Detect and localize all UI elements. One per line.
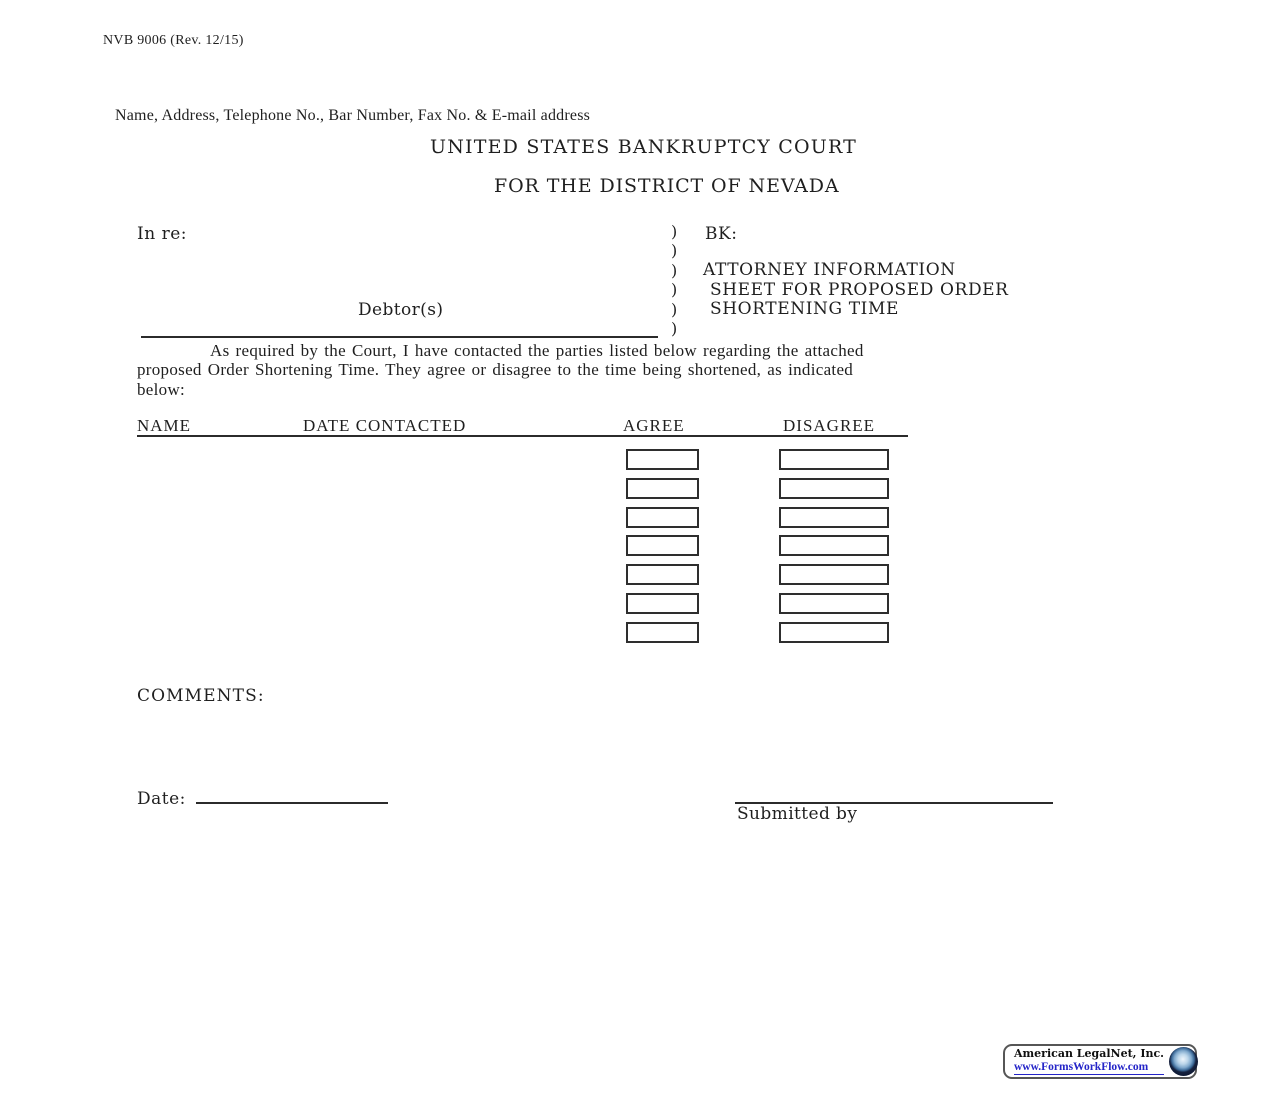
bk-case-number-label: BK:	[705, 224, 738, 244]
caption-paren: )	[671, 280, 678, 300]
disagree-checkbox[interactable]	[779, 478, 889, 499]
caption-paren: )	[671, 260, 678, 280]
caption-paren: )	[671, 299, 678, 319]
attorney-info-label: Name, Address, Telephone No., Bar Number, Fax No. & E-mail address	[115, 107, 591, 124]
legalnet-badge-text	[1014, 1048, 1164, 1074]
case-title-block	[703, 261, 1009, 320]
party-row	[626, 535, 889, 556]
district-title: FOR THE DISTRICT OF NEVADA	[494, 175, 840, 197]
caption-paren-column	[671, 222, 677, 338]
instruction-line: below:	[137, 379, 186, 399]
instruction-line: proposed Order Shortening Time. They agree or disagree to the time being shortened, as indicated	[137, 360, 854, 380]
legalnet-company-name: American LegalNet, Inc.	[1014, 1047, 1164, 1061]
legalnet-badge	[1003, 1044, 1197, 1079]
party-row	[626, 593, 889, 614]
in-re-label: In re:	[137, 224, 187, 244]
disagree-checkbox[interactable]	[779, 593, 889, 614]
column-header-date-contacted: DATE CONTACTED	[303, 416, 467, 435]
disagree-checkbox[interactable]	[779, 449, 889, 470]
agree-checkbox[interactable]	[626, 593, 699, 614]
disagree-checkbox[interactable]	[779, 564, 889, 585]
instruction-paragraph	[137, 341, 1137, 399]
case-title-line: ATTORNEY INFORMATION	[703, 260, 956, 280]
date-label: Date:	[137, 789, 186, 809]
parties-table-header	[137, 416, 908, 437]
party-row	[626, 449, 889, 470]
column-header-disagree: DISAGREE	[783, 416, 876, 435]
formsworkflow-link[interactable]: www.FormsWorkFlow.com	[1014, 1061, 1164, 1075]
submitted-by-label: Submitted by	[737, 804, 858, 824]
party-row	[626, 622, 889, 643]
debtor-name-field[interactable]	[141, 322, 658, 338]
column-header-agree: AGREE	[623, 416, 685, 435]
caption-paren: )	[671, 318, 678, 338]
form-number: NVB 9006 (Rev. 12/15)	[103, 33, 244, 48]
agree-checkbox[interactable]	[626, 622, 699, 643]
agree-checkbox[interactable]	[626, 478, 699, 499]
column-header-name: NAME	[137, 416, 192, 435]
party-row	[626, 507, 889, 528]
case-title-line: SHORTENING TIME	[710, 299, 899, 320]
signature-block	[735, 802, 1053, 824]
agree-checkbox[interactable]	[626, 449, 699, 470]
disagree-checkbox[interactable]	[779, 535, 889, 556]
agree-checkbox[interactable]	[626, 507, 699, 528]
legalnet-globe-logo	[1169, 1047, 1198, 1076]
comments-label: COMMENTS:	[137, 686, 265, 706]
instruction-line: As required by the Court, I have contacted the parties listed below regarding the attached	[210, 341, 864, 360]
disagree-checkbox[interactable]	[779, 507, 889, 528]
agree-checkbox[interactable]	[626, 564, 699, 585]
date-row	[137, 786, 388, 809]
agree-checkbox[interactable]	[626, 535, 699, 556]
debtors-label: Debtor(s)	[358, 300, 444, 320]
caption-paren: )	[671, 222, 678, 241]
disagree-checkbox[interactable]	[779, 622, 889, 643]
party-row	[626, 564, 889, 585]
parties-table-rows	[626, 449, 889, 651]
court-title: UNITED STATES BANKRUPTCY COURT	[430, 136, 858, 158]
case-title-line: SHEET FOR PROPOSED ORDER	[710, 279, 1009, 300]
date-field[interactable]	[196, 786, 388, 804]
caption-paren: )	[671, 241, 678, 261]
party-row	[626, 478, 889, 499]
